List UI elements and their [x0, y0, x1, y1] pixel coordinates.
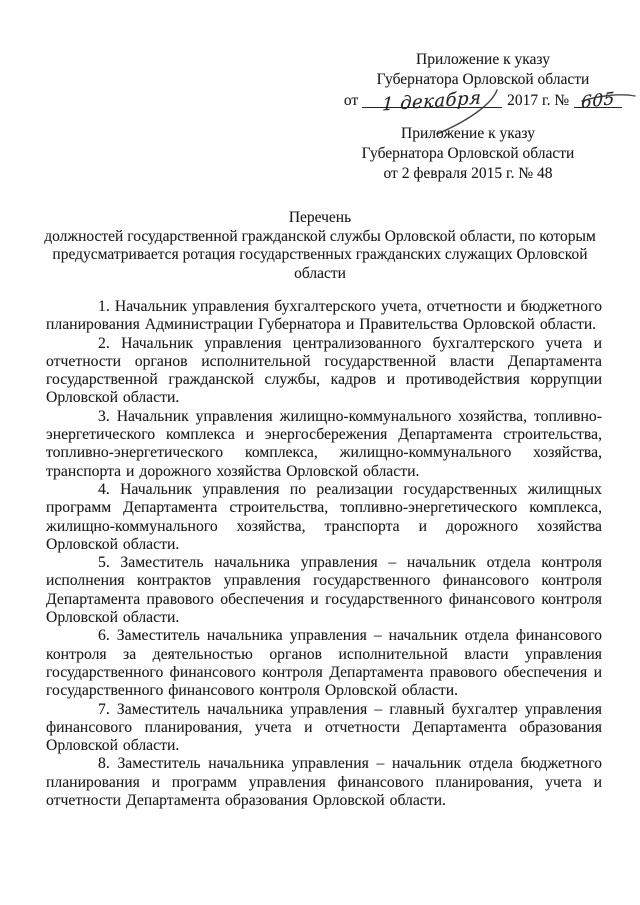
- appendix-2017-line1: Приложение к указу: [416, 51, 550, 68]
- appendix-2017-date-line: [343, 87, 622, 116]
- list-item-7: 7. Заместитель начальника управления – главный бухгалтер управления финансового планирования, учета и отчетности Департамента образования Орловской области.: [46, 700, 602, 755]
- document-title: [42, 209, 598, 283]
- list-item-1: 1. Начальник управления бухгалтерского учета, отчетности и бюджетного планирования Администрации Губернатора и Правительства Орловской области.: [46, 298, 602, 334]
- list-item-5: 5. Заместитель начальника управления – начальник отдела контроля исполнения контрактов управления государственного финансового контроля Департамента правового обеспечения и государственного финансового контроля Орловской области.: [46, 554, 602, 627]
- handwritten-number: 605: [581, 88, 616, 114]
- appendix-reference-2015: [313, 124, 623, 184]
- title-subtitle: должностей государственной гражданской службы Орловской области, по которым предусматривается ротация государственных гражданских служащих Орловской области: [44, 227, 596, 282]
- list-item-4: 4. Начальник управления по реализации государственных жилищных программ Департамента строительства, топливно-энергетического комплекса, жилищно-коммунального хозяйства, транспорта и дорожного хозяйства Орловской области.: [46, 480, 602, 553]
- list-item-8: 8. Заместитель начальника управления – начальник отдела бюджетного планирования и программ управления финансового планирования, учета и отчетности Департамента образования Орловской области.: [46, 755, 602, 810]
- title-heading: Перечень: [288, 209, 352, 226]
- list-item-3: 3. Начальник управления жилищно-коммунального хозяйства, топливно-энергетического комплекса и энергосбережения Департамента строительства, топливно-энергетического комплекса, жилищно-коммунального хозяйства, транспорта и дорожного хозяйства Орловской области.: [46, 407, 602, 480]
- list-item-2: 2. Начальник управления централизованного бухгалтерского учета и отчетности органов исполнительной государственной власти Департамента государственной гражданской службы, кадров и противодействия коррупции Орловской области.: [46, 334, 602, 407]
- date-prefix-label: от: [343, 92, 359, 109]
- position-list: [46, 298, 602, 810]
- handwritten-date: 1 декабря: [382, 87, 483, 116]
- appendix-reference-2017: [328, 50, 638, 116]
- appendix-2015-line2: Губернатора Орловской области: [361, 145, 575, 162]
- appendix-2015-line3: от 2 февраля 2015 г. № 48: [383, 165, 553, 182]
- handwritten-date-blank: [362, 87, 502, 116]
- appendix-2015-line1: Приложение к указу: [401, 125, 535, 142]
- handwritten-number-blank: [574, 88, 622, 114]
- year-number-label: 2017 г. №: [507, 92, 570, 109]
- list-item-6: 6. Заместитель начальника управления – начальник отдела финансового контроля за деятельностью органов исполнительной власти управления государственного финансового контроля Департамента правового обеспечения и государственного финансового контроля Орловской области.: [46, 627, 602, 700]
- appendix-2017-line2: Губернатора Орловской области: [376, 71, 590, 88]
